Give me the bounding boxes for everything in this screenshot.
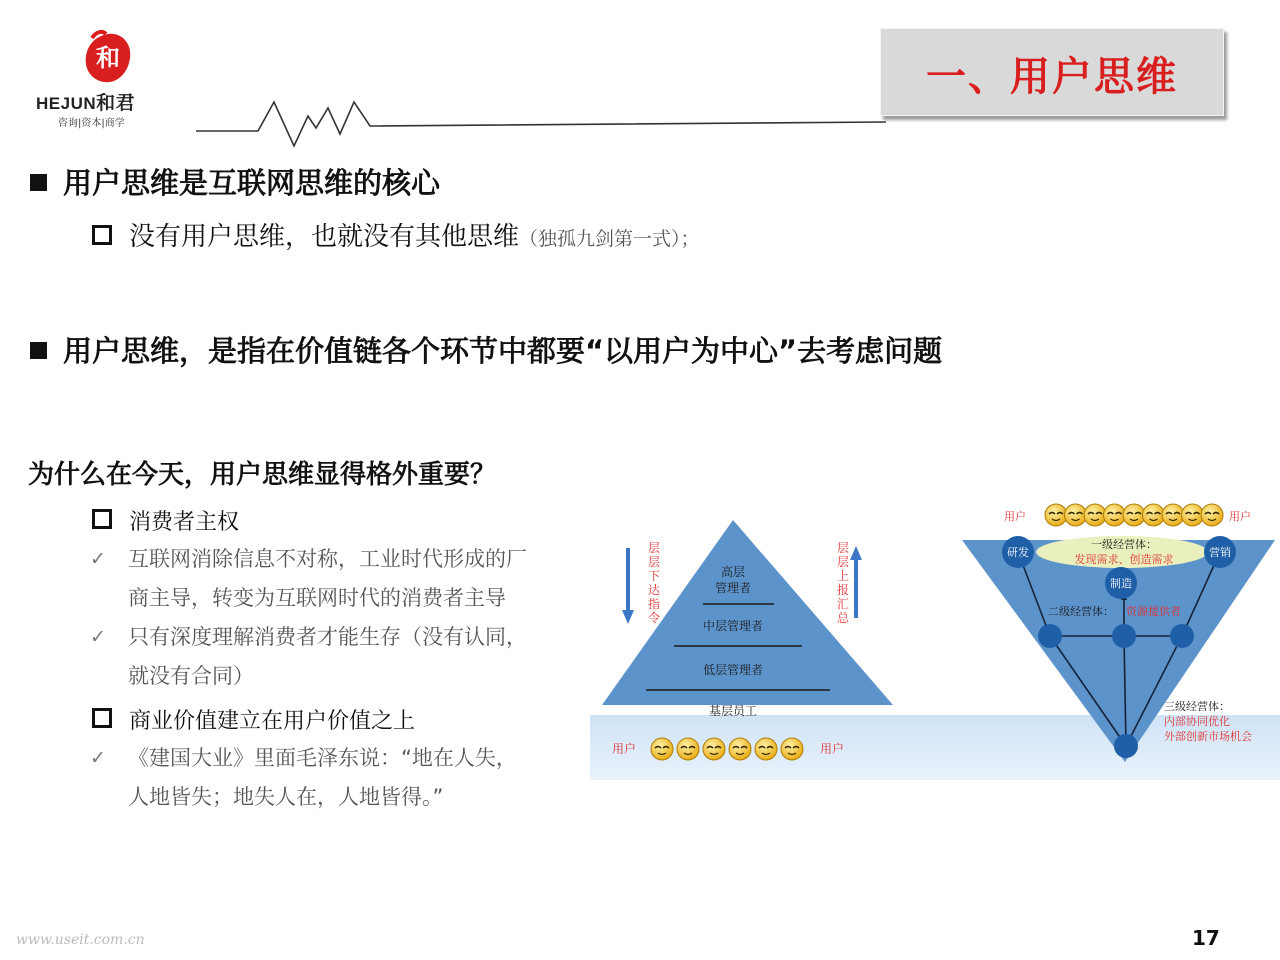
user-face-icon [651,738,673,760]
user-face-icon [1162,504,1184,526]
point1-heading [30,161,440,202]
user-face-icon [1104,504,1126,526]
brand-name [36,88,135,115]
user-face-icon [1182,504,1204,526]
hollow-square-icon [92,225,112,245]
hejun-seal-icon [78,30,138,90]
node-rd-label: 研发 [1007,546,1029,559]
hollow-square-icon [92,509,112,529]
up-arrow-icon [854,558,858,618]
reason2-title-text: 商业价值建立在用户价值之上 [129,709,416,734]
pyramid-level-mid: 中层管理者 [702,619,764,633]
node-level2-b [1112,624,1136,648]
level1-desc: 发现需求、创造需求 [1074,553,1174,566]
pyramid-right-arrow-text: 层层上报汇总 [837,541,850,625]
bullet-square-icon [30,174,47,191]
hollow-square-icon [92,708,112,728]
question-heading: 为什么在今天，用户思维显得格外重要？ [28,460,497,490]
org-comparison-figure [490,400,1280,782]
level1-title: 一级经营体： [1091,538,1157,551]
inverted-user-left: 用户 [1004,510,1026,523]
user-face-icon [729,738,751,760]
inverted-users-faces [1045,504,1223,526]
pyramid-user-right: 用户 [820,742,845,756]
node-level2-c [1170,624,1194,648]
check-line: 就没有合同） [128,664,254,688]
down-arrow-head-icon [622,610,634,624]
reason1-title [92,505,239,536]
check-line: 互联网消除信息不对称，工业时代形成的厂 [128,547,527,571]
node-level3 [1114,734,1138,758]
level3-line2: 外部创新市场机会 [1164,730,1252,743]
point1-heading-text: 用户思维是互联网思维的核心 [63,166,441,200]
hejun-logo [36,30,186,130]
user-face-icon [1045,504,1067,526]
user-face-icon [677,738,699,760]
pyramid-level-top: 高层管理者 [490,400,495,401]
user-face-icon [703,738,725,760]
check-line: 人地皆失；地失人在，人地皆得。” [128,785,444,809]
node-level2-a [1038,624,1062,648]
reason1-title-text: 消费者主权 [129,510,240,535]
point1-sub [92,216,700,253]
pyramid-level-base: 基层员工 [708,704,758,718]
reason2-title [92,704,415,735]
check-icon: ✓ [90,747,106,769]
pyramid-level-low: 低层管理者 [702,663,764,677]
level2-title: 二级经营体： [1048,605,1114,618]
check-icon: ✓ [90,626,106,648]
inverted-user-right: 用户 [1229,510,1251,523]
pyramid-level-top-line2: 管理者 [714,581,752,595]
user-face-icon [1201,504,1223,526]
point1-sub-note: （独孤九剑第一式）； [519,228,700,250]
pyramid-shape [602,520,893,705]
pyramid-user-left: 用户 [612,742,637,756]
user-face-icon [1123,504,1145,526]
reason1-check1 [90,540,548,618]
user-face-icon [1084,504,1106,526]
user-face-icon [1065,504,1087,526]
page-number: 17 [1192,926,1220,950]
pulse-line-divider [196,96,886,156]
seal-char: 和 [96,43,120,72]
user-face-icon [755,738,777,760]
check-line: 只有深度理解消费者才能生存（没有认同， [128,625,527,649]
slide-title: 一、用户思维 [926,54,1178,100]
node-marketing-label: 营销 [1209,546,1231,559]
brand-en: HEJUN [36,94,97,113]
check-line: 商主导，转变为互联网时代的消费者主导 [128,586,506,610]
down-arrow-icon [626,548,630,612]
brand-tagline: 咨询|资本|商学 [58,118,125,129]
slide-title-box [880,28,1224,116]
point2-heading [30,329,942,370]
check-icon: ✓ [90,548,106,570]
point1-sub-text: 没有用户思维，也就没有其他思维 [129,222,520,252]
level3-line1: 内部协同优化 [1164,715,1230,728]
pyramid-level-top-line1: 高层 [720,565,746,579]
level3-title: 三级经营体： [1164,700,1230,713]
up-arrow-head-icon [850,546,862,560]
level2-desc: 资源提供者 [1126,605,1181,618]
point2-heading-text: 用户思维，是指在价值链各个环节中都要“以用户为中心”去考虑问题 [63,334,943,368]
pyramid-left-arrow-text: 层层下达指令 [648,541,661,625]
user-face-icon [781,738,803,760]
watermark: www.useit.com.cn [16,932,145,948]
node-manufacture-label: 制造 [1110,577,1132,590]
user-face-icon [1143,504,1165,526]
reason2-check1 [90,739,548,817]
bullet-square-icon [30,342,47,359]
brand-cn: 和君 [96,93,136,114]
reason1-check2 [90,618,548,696]
check-line: 《建国大业》里面毛泽东说：“地在人失， [128,746,517,770]
